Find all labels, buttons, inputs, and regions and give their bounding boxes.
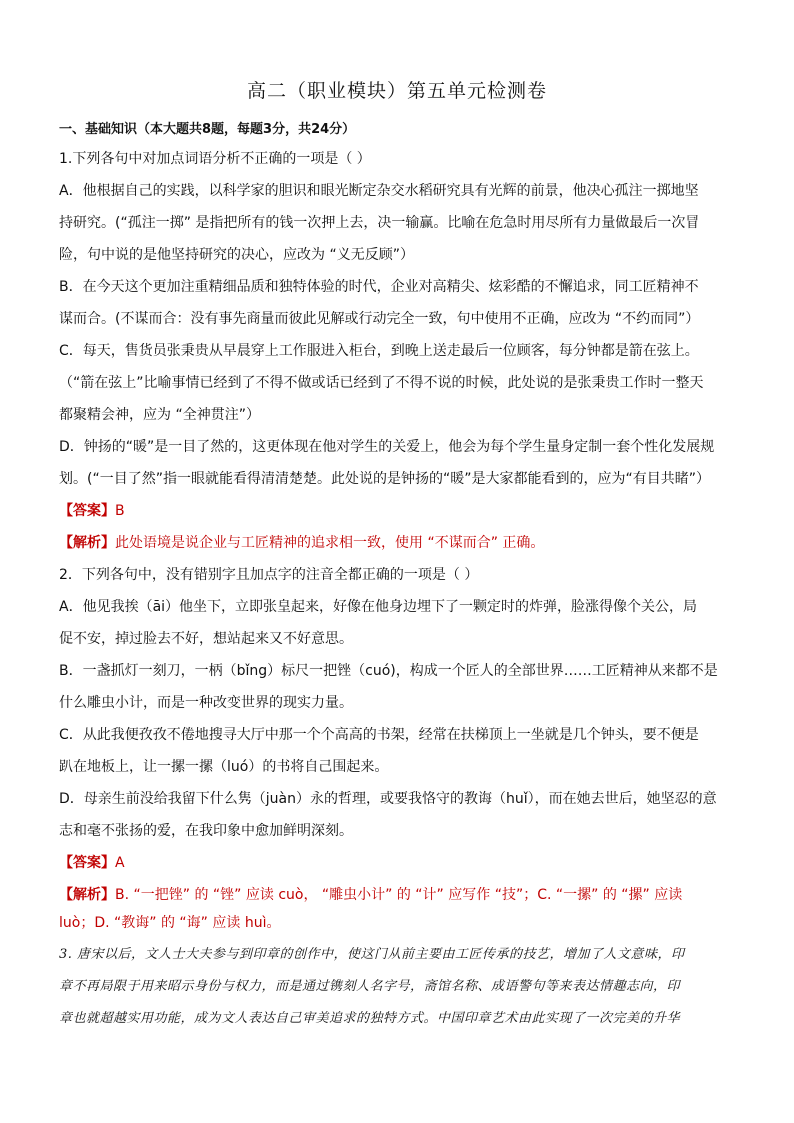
question-2-stem: 2．下列各句中，没有错别字且加点字的注音全都正确的一项是（ ） bbox=[59, 567, 479, 583]
question-3-passage-line-3: 章也就超越实用功能，成为文人表达自己审美追求的独特方式。中国印章艺术由此实现了一次完美的升华 bbox=[59, 1011, 681, 1026]
question-2-option-a-line-1: A．他见我挨（āi）他坐下，立即张皇起来，好像在他身边埋下了一颗定时的炸弹，脸涨得像个关公，局 bbox=[59, 599, 698, 615]
question-1-analysis bbox=[59, 534, 544, 552]
question-1-option-c-line-3: 都聚精会神，应为 “全神贯注”） bbox=[59, 407, 260, 423]
analysis-tag: 【解析】 bbox=[59, 535, 115, 551]
question-2-option-d-line-2: 志和毫不张扬的爱，在我印象中愈加鲜明深刻。 bbox=[59, 823, 353, 839]
question-1-option-a-line-1: A．他根据自己的实践，以科学家的胆识和眼光断定杂交水稻研究具有光辉的前景，他决心孤注一掷地坚 bbox=[59, 183, 699, 199]
question-1-option-a-line-2: 持研究。(“孤注一掷” 是指把所有的钱一次押上去，决一输赢。比喻在危急时用尽所有力量做最后一次冒 bbox=[59, 215, 700, 231]
question-2-option-c-line-1: C．从此我便孜孜不倦地搜寻大厅中那一个个高高的书架，经常在扶梯顶上一坐就是几个钟头，要不便是 bbox=[59, 727, 699, 743]
question-3-passage-line-1: 3. 唐宋以后，文人士大夫参与到印章的创作中，使这门从前主要由工匠传承的技艺，增加了人文意味，印 bbox=[59, 947, 685, 962]
question-1-stem: 1.下列各句中对加点词语分析不正确的一项是（ ） bbox=[59, 151, 371, 167]
analysis-tag: 【解析】 bbox=[59, 887, 115, 903]
question-2-option-b-line-2: 什么雕虫小计，而是一种改变世界的现实力量。 bbox=[59, 695, 353, 711]
analysis-text: 此处语境是说企业与工匠精神的追求相一致，使用 “不谋而合” 正确。 bbox=[115, 535, 545, 551]
question-1-option-b-line-2: 谋而合。(不谋而合：没有事先商量而彼此见解或行动完全一致，句中使用不正确，应改为 “不约而同”） bbox=[59, 311, 700, 327]
answer-value: A bbox=[115, 855, 125, 871]
question-2-answer bbox=[59, 854, 125, 872]
answer-tag: 【答案】 bbox=[59, 855, 115, 871]
question-2-option-b-line-1: B．一盏抓灯一刻刀，一柄（bǐng）标尺一把锉（cuó)，构成一个匠人的全部世界……工匠精神从来都不是 bbox=[59, 663, 718, 679]
question-2-analysis-line-1 bbox=[59, 886, 682, 904]
analysis-text: B. “一把锉” 的 “锉” 应读 cuò， “雕虫小计” 的 “计” 应写作 “技”；C. “一摞” 的 “摞” 应读 bbox=[115, 887, 683, 903]
question-3-passage-line-2: 章不再局限于用来昭示身份与权力，而是通过镌刻人名字号，斋馆名称、成语警句等来表达情趣志向，印 bbox=[59, 979, 681, 994]
document-title: 高二（职业模块）第五单元检测卷 bbox=[246, 80, 547, 102]
question-1-option-c-line-1: C．每天，售货员张秉贵从早晨穿上工作服进入柜台，到晚上送走最后一位顾客，每分钟都是箭在弦上。 bbox=[59, 343, 699, 359]
question-1-option-d-line-1: D．钟扬的“暖”是一目了然的，这更体现在他对学生的关爱上，他会为每个学生量身定制一套个性化发展规 bbox=[59, 439, 715, 455]
question-2-analysis-line-2: luò；D. “教诲” 的 “诲” 应读 huì。 bbox=[59, 915, 281, 931]
question-1-option-b-line-1: B．在今天这个更加注重精细品质和独特体验的时代，企业对高精尖、炫彩酷的不懈追求，同工匠精神不 bbox=[59, 279, 699, 295]
question-2-option-d-line-1: D．母亲生前没给我留下什么隽（juàn）永的哲理，或要我恪守的教诲（huǐ），而在她去世后，她坚忍的意 bbox=[59, 791, 717, 807]
section-heading: 一、基础知识（本大题共8题，每题3分，共24分） bbox=[59, 122, 356, 137]
question-1-option-a-line-3: 险，句中说的是他坚持研究的决心，应改为 “义无反顾”） bbox=[59, 247, 414, 263]
question-1-answer bbox=[59, 502, 125, 520]
answer-value: B bbox=[115, 503, 125, 519]
question-1-option-d-line-2: 划。(“一目了然”指一眼就能看得清清楚楚。此处说的是钟扬的“暖”是大家都能看到的，应为“有目共睹”） bbox=[59, 471, 710, 487]
answer-tag: 【答案】 bbox=[59, 503, 115, 519]
question-2-option-a-line-2: 促不安，掉过脸去不好，想站起来又不好意思。 bbox=[59, 631, 353, 647]
question-1-option-c-line-2: （“箭在弦上”比喻事情已经到了不得不做或话已经到了不得不说的时候，此处说的是张秉贵工作时一整天 bbox=[59, 375, 704, 391]
question-2-option-c-line-2: 趴在地板上，让一摞一摞（luó）的书将自己围起来。 bbox=[59, 759, 389, 775]
